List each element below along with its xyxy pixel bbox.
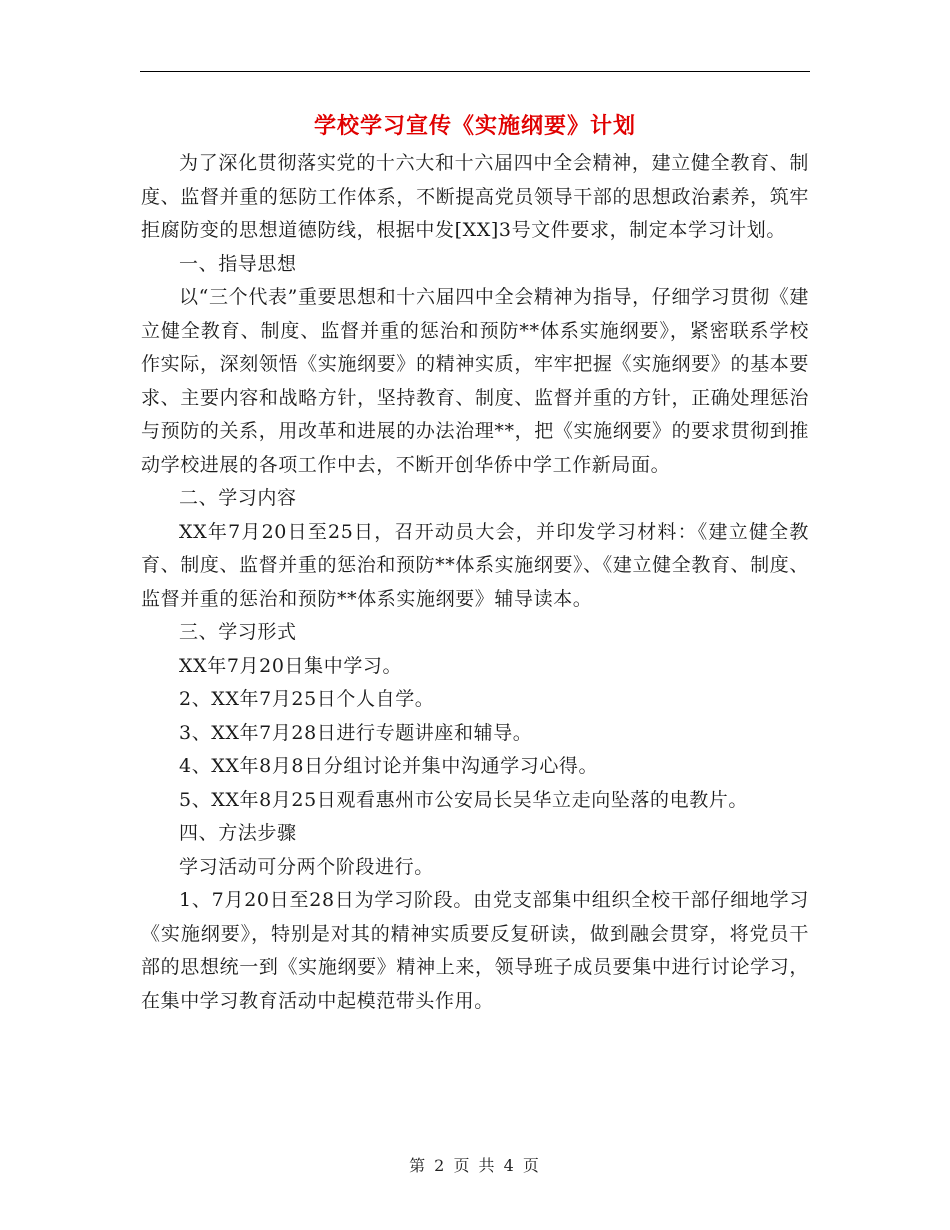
list-item-study-form-1: XX年7月20日集中学习。	[179, 654, 403, 677]
paragraph-study-content: XX年7月20日至25日，召开动员大会，并印发学习材料：《建立健全教育、制度、监督并重的惩治和预防**体系实施纲要》、《建立健全教育、制度、监督并重的惩治和预防**体系实施纲要》辅导读本。	[141, 520, 809, 610]
paragraph-guiding-thought: 以“三个代表”重要思想和十六届四中全会精神为指导，仔细学习贯彻《建立健全教育、制度、监督并重的惩治和预防**体系实施纲要》，紧密联系学校作实际，深刻领悟《实施纲要》的精神实质，牢牢把握《实施纲要》的基本要求、主要内容和战略方针，坚持教育、制度、监督并重的方针，正确处理惩治与预防的关系，用改革和进展的办法治理**，把《实施纲要》的要求贯彻到推动学校进展的各项工作中去，不断开创华侨中学工作新局面。	[141, 286, 809, 476]
section-heading-study-content: 二、学习内容	[179, 487, 297, 509]
section-heading-guiding-thought: 一、指导思想	[179, 252, 297, 275]
paragraph-stage-1: 1、7月20日至28日为学习阶段。由党支部集中组织全校干部仔细地学习《实施纲要》，特别是对其的精神实质要反复研读，做到融会贯穿，将党员干部的思想统一到《实施纲要》精神上来，领导班子成员要集中进行讨论学习，在集中学习教育活动中起模范带头作用。	[141, 889, 809, 1012]
page-number-footer: 第 2 页 共 4 页	[409, 1156, 541, 1175]
section-heading-study-form: 三、学习形式	[179, 621, 297, 643]
list-item-study-form-4: 4、XX年8月8日分组讨论并集中沟通学习心得。	[179, 755, 599, 777]
section-heading-method-steps: 四、方法步骤	[179, 822, 297, 844]
list-item-study-form-5: 5、XX年8月25日观看惠州市公安局长吴华立走向坠落的电教片。	[179, 788, 749, 811]
paragraph-method-intro: 学习活动可分两个阶段进行。	[179, 855, 434, 878]
document-body	[141, 147, 809, 1018]
list-item-study-form-3: 3、XX年7月28日进行专题讲座和辅导。	[179, 721, 533, 744]
header-rule	[140, 71, 810, 72]
paragraph-intro: 为了深化贯彻落实党的十六大和十六届四中全会精神，建立健全教育、制度、监督并重的惩防工作体系，不断提高党员领导干部的思想政治素养，筑牢拒腐防变的思想道德防线，根据中发[XX]3号文件要求，制定本学习计划。	[141, 152, 809, 241]
document-title: 学校学习宣传《实施纲要》计划	[313, 113, 636, 139]
list-item-study-form-2: 2、XX年7月25日个人自学。	[179, 688, 435, 710]
